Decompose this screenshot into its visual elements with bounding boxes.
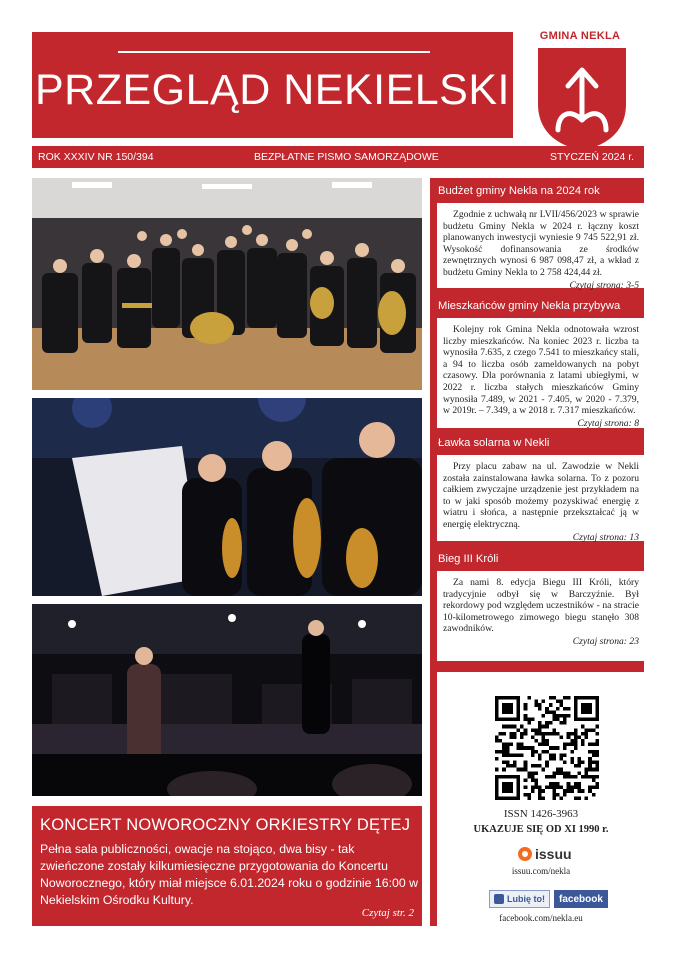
masthead-rule [118,51,430,53]
masthead [32,32,513,138]
section-solar-bench [437,455,645,541]
published-since: UKAZUJE SIĘ OD XI 1990 r. [473,824,609,835]
section-title-run: Bieg III Króli [438,553,499,565]
orchestra-group-photo [32,178,422,390]
like-button[interactable] [489,890,550,908]
section-residents [437,318,645,428]
publication-tagline: BEZPŁATNE PISMO SAMORZĄDOWE [254,151,439,163]
concert-body: Pełna sala publiczności, owacje na stojąco, dwa bisy - tak zwieńczone zostały kilkumiesięczne przygotowania do Koncertu Noworocznego, który miał miejsce 6.01.2024 roku o godzinie 16:00 w Nekielskim Ośrodku Kultury. [40,842,418,907]
issuu-logo[interactable] [518,845,572,863]
issue-date: STYCZEŃ 2024 r. [550,151,635,163]
masthead-title: PRZEGLĄD NEKIELSKI [35,66,510,114]
section-text: Za nami 8. edycja Biegu III Króli, który tradycyjnie odbył się w Barczyźnie. Był rekordowy pod względem uczestników - na stracie 10-kilometrowego zimowego biegu stanęło 308 zawodników. [443,577,639,635]
concert-feature-box [32,806,422,926]
thumbs-up-icon [494,894,504,904]
section-page-ref: Czytaj strona: 8 [577,417,639,429]
concert-hall-photo [32,604,422,796]
section-page-ref: Czytaj strona: 13 [572,531,639,543]
section-text: Przy placu zabaw na ul. Zawodzie w Nekli została zainstalowana ławka solarna. To z pozoru całkiem zwyczajne urządzenie jest przykładem na to w jaki sposób możemy pozyskiwać energię z wiatru i słońca, a następnie przekształcać ją w energię elektryczną. [443,461,639,530]
issuu-icon [518,847,532,861]
issn-number: ISSN 1426-3963 [503,808,579,820]
issue-info-bar [32,146,644,168]
section-title-solar-bench: Ławka solarna w Nekli [438,437,550,449]
section-page-ref: Czytaj strona: 3-5 [569,279,639,291]
qr-code-icon[interactable] [495,696,599,800]
concert-headline: KONCERT NOWOROCZNY ORKIESTRY DĘTEJ [40,816,411,834]
section-text: Zgodnie z uchwałą nr LVII/456/2023 w sprawie budżetu Gminy Nekla w 2024 r. łączny koszt planowanych inwestycji wyniesie 9 745 522,91 zł. Wysokość dofinansowania ze środków zewnętrznych wynosi 6 987 098,47 zł, a wkład z budżetu Gminy Nekla to 2 758 424,44 zł. [443,209,639,278]
section-text: Kolejny rok Gmina Nekla odnotowała wzrost liczby mieszkańców. Na koniec 2023 r. liczba ta wynosiła 7.635, z czego 7.541 to mieszkańcy stali, a 94 to liczba osób zameldowanych na pobyt czasowy. Dla porównania z latami ubiegłymi, w 2022 r. liczba stałych mieszkańców Gminy wynosiła 7.489, w 2021 - 7.405, w 2020 - 7.379, w 2019r. – 7.349, a w 2018 r. 7.317 mieszkańców. [443,324,639,417]
section-budget [437,203,645,291]
news-sidebar [430,178,644,926]
crest-label: GMINA NEKLA [539,30,621,42]
issuu-link[interactable]: issuu.com/nekla [511,866,571,876]
section-page-ref: Czytaj strona: 23 [572,635,639,647]
issuu-wordmark: issuu [535,846,572,862]
concert-page-ref: Czytaj str. 2 [361,907,414,919]
facebook-badge[interactable]: facebook [554,890,608,908]
saxophone-section-photo [32,398,422,596]
facebook-row [489,890,608,908]
section-title-residents: Mieszkańców gminy Nekla przybywa [438,300,621,312]
sidebar-info-panel [437,672,645,926]
like-label: Lubię to! [507,894,545,904]
facebook-link[interactable]: facebook.com/nekla.eu [499,913,583,923]
coat-of-arms-icon [536,46,628,152]
section-run [437,571,645,661]
issue-number: ROK XXXIV NR 150/394 [38,151,154,163]
section-title-budget: Budżet gminy Nekla na 2024 rok [438,185,600,197]
